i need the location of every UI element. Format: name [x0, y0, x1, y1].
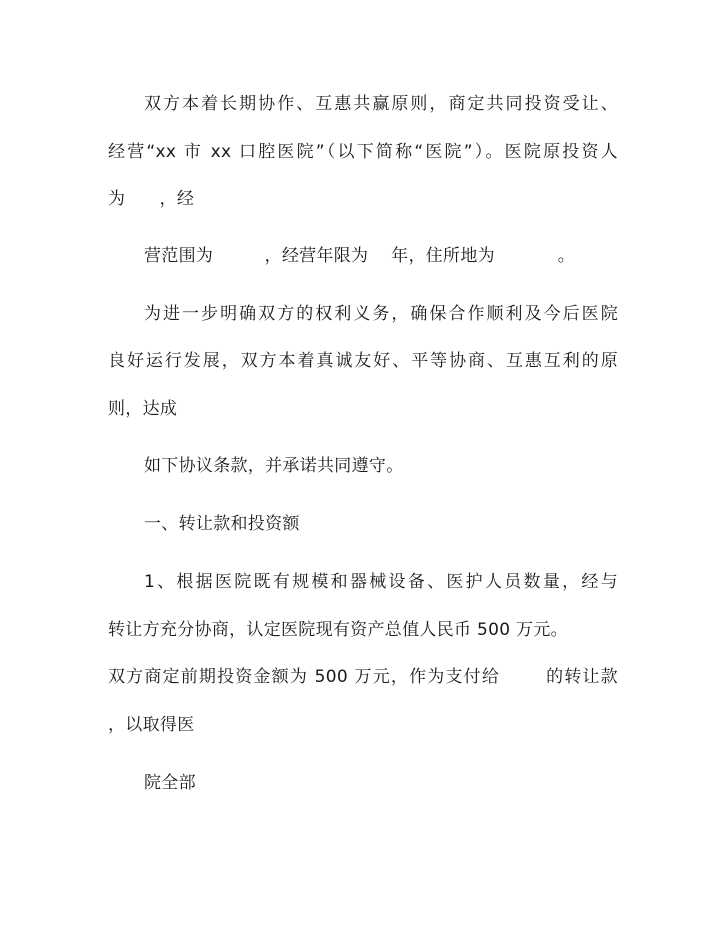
paragraph-line-8: 如下协议条款，并承诺共同遵守。	[144, 456, 404, 476]
paragraph-line-10: 1、根据医院既有规模和器械设备、医护人员数量，经与	[144, 572, 618, 592]
paragraph-line-4: 营范围为 ，经营年限为 年，住所地为 。	[144, 246, 575, 266]
paragraph-line-6: 良好运行发展，双方本着真诚友好、平等协商、互惠互利的原	[108, 351, 618, 371]
paragraph-line-7: 则，达成	[108, 399, 178, 419]
paragraph-line-5: 为进一步明确双方的权利义务，确保合作顺利及今后医院	[144, 304, 618, 324]
paragraph-line-14: 院全部	[144, 773, 196, 793]
paragraph-line-1: 双方本着长期协作、互惠共赢原则，商定共同投资受让、	[144, 94, 618, 114]
paragraph-line-2: 经营“xx 市 xx 口腔医院”（以下简称“医院”）。医院原投资人	[108, 142, 618, 162]
paragraph-line-13: ，以取得医	[108, 715, 195, 735]
paragraph-line-12: 双方商定前期投资金额为 500 万元，作为支付给 的转让款	[108, 667, 618, 687]
paragraph-line-11: 转让方充分协商，认定医院现有资产总值人民币 500 万元。	[108, 620, 568, 640]
paragraph-line-3: 为 ，经	[108, 189, 195, 209]
section-heading: 一、转让款和投资额	[144, 514, 300, 534]
